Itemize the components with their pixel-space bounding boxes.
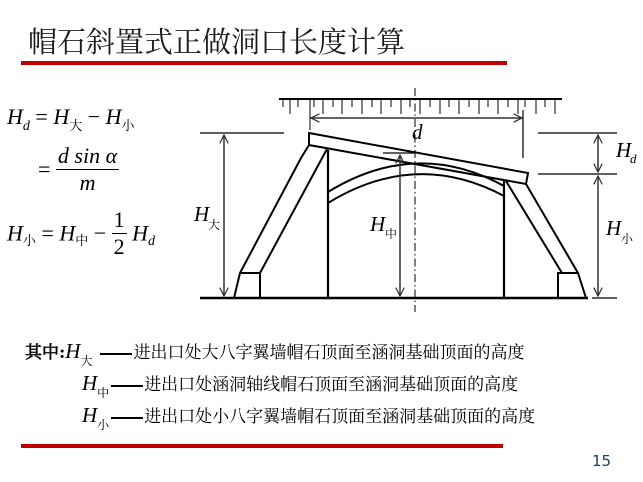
legend-subscript: 小 — [97, 418, 110, 432]
formula-symbol: H — [53, 104, 70, 129]
fraction-denominator: m — [79, 170, 96, 195]
formula-operator: − — [87, 104, 101, 129]
legend-text: 进出口处涵洞轴线帽石顶面至涵洞基础顶面的高度 — [144, 375, 519, 395]
h-mid-sub: 中 — [385, 227, 398, 241]
legend-text: 进出口处大八字翼墙帽石顶面至涵洞基础顶面的高度 — [133, 343, 525, 363]
h-d-label: H — [616, 138, 632, 162]
h-small-sub: 小 — [621, 232, 634, 246]
formula-symbol: H — [7, 220, 23, 246]
legend-dash — [111, 385, 143, 387]
fraction-denominator: 2 — [113, 234, 125, 259]
h-big-label: H — [194, 202, 210, 226]
legend-item-h-small — [82, 402, 536, 432]
fraction-numerator: d sin α — [57, 143, 118, 168]
slide-title: 帽石斜置式正做洞口长度计算 — [28, 25, 406, 59]
h-big-sub: 大 — [208, 218, 221, 232]
legend-item-h-mid — [82, 370, 519, 400]
formula-operator: = — [35, 104, 48, 129]
h-mid-label: H — [370, 212, 386, 236]
formula-subscript: d — [22, 119, 30, 134]
legend-dash — [111, 417, 143, 419]
h-small-label: H — [606, 216, 622, 240]
d-label: d — [412, 120, 423, 144]
right-wing-wall — [506, 181, 586, 298]
formula-subscript: 小 — [22, 233, 36, 249]
legend-subscript: 大 — [80, 354, 93, 368]
legend-symbol: H — [82, 403, 98, 427]
arch-outer — [328, 163, 504, 192]
footer-rule — [21, 444, 503, 448]
formula-subscript: 中 — [75, 233, 89, 249]
formula-symbol: H — [105, 104, 122, 129]
formula-operator: = — [41, 220, 54, 246]
legend-lead: 其中: — [25, 343, 66, 363]
fraction-numerator: 1 — [113, 207, 125, 232]
legend-symbol: H — [65, 339, 81, 363]
formula-subscript: d — [148, 233, 156, 249]
formula-operator: − — [93, 220, 107, 246]
h-d-sub: d — [630, 151, 637, 166]
legend-dash — [100, 353, 132, 355]
legend-subscript: 中 — [97, 386, 110, 400]
legend-symbol: H — [82, 371, 98, 395]
legend-text: 进出口处小八字翼墙帽石顶面至涵洞基础顶面的高度 — [144, 407, 536, 427]
page-number: 15 — [592, 452, 612, 470]
formula-subscript: 小 — [121, 119, 135, 134]
formula-subscript: 大 — [69, 119, 83, 134]
formula-operator: = — [38, 156, 51, 182]
left-wing-wall — [234, 145, 327, 298]
legend-item-h-big — [25, 338, 525, 368]
formula-symbol: H — [59, 220, 76, 246]
formula-symbol: H — [132, 220, 149, 246]
formula-symbol: H — [7, 104, 23, 129]
